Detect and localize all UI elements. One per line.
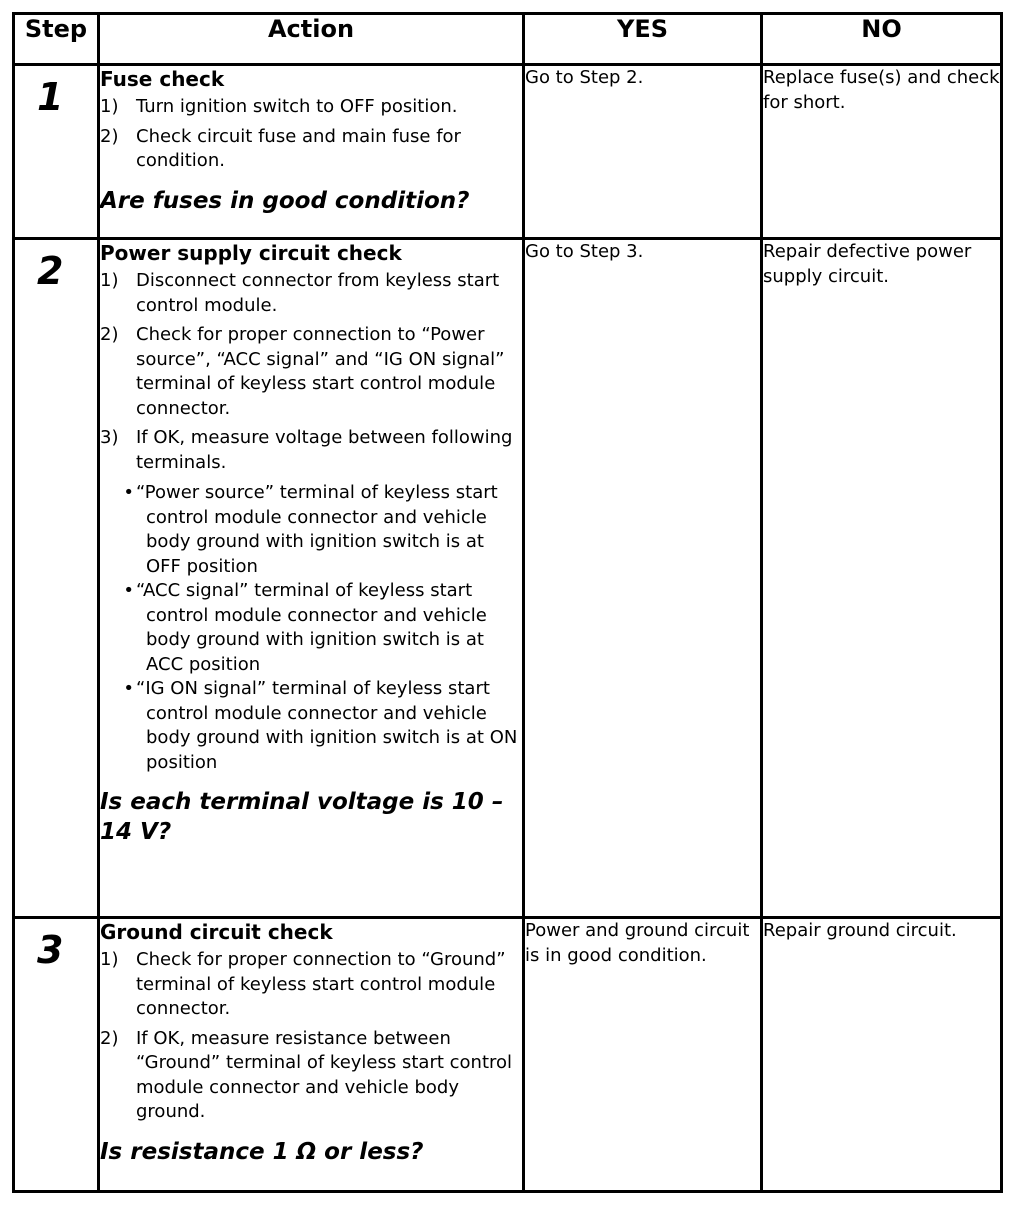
procedure-text: Check for proper connection to “Power source”, “ACC signal” and “IG ON signal” terminal of keyless start control module connector. <box>136 324 505 419</box>
procedure-number: 1) <box>100 96 119 117</box>
bullet-item <box>100 677 522 775</box>
procedure-text <box>123 426 522 775</box>
procedure-item <box>100 125 522 174</box>
yes-result: Go to Step 2. <box>524 65 762 239</box>
table-row <box>14 239 1002 918</box>
procedure-number: 3) <box>100 427 119 448</box>
no-result: Repair defective power supply circuit. <box>762 239 1002 918</box>
bullet-text: “ACC signal” terminal of keyless start control module connector and vehicle body ground with ignition switch is at ACC position <box>136 580 487 675</box>
table-row <box>14 65 1002 239</box>
procedure-text: Disconnect connector from keyless start control module. <box>136 270 500 316</box>
action-cell <box>99 918 524 1192</box>
no-result: Repair ground circuit. <box>762 918 1002 1192</box>
procedure-text: Check circuit fuse and main fuse for condition. <box>136 125 461 171</box>
check-question: Is resistance 1 Ω or less? <box>100 1138 424 1165</box>
bullet-text: “Power source” terminal of keyless start control module connector and vehicle body ground with ignition switch is at OFF position <box>136 482 498 577</box>
procedure-text-line: If OK, measure voltage between following terminals. <box>136 427 513 473</box>
step-cell <box>14 65 99 239</box>
yes-result: Go to Step 3. <box>524 239 762 918</box>
bullet-icon: • <box>123 482 134 503</box>
step-cell <box>14 239 99 918</box>
header-row <box>14 14 1002 65</box>
procedure-list <box>100 95 522 174</box>
procedure-number: 1) <box>100 949 119 970</box>
bullet-icon: • <box>123 678 134 699</box>
bullet-item <box>100 481 522 579</box>
header-step: Step <box>14 14 99 65</box>
step-cell <box>14 918 99 1192</box>
bullet-text: “IG ON signal” terminal of keyless start control module connector and vehicle body ground with ignition switch is at ON position <box>136 678 518 773</box>
check-question: Are fuses in good condition? <box>100 187 470 214</box>
procedure-number: 2) <box>100 1027 119 1049</box>
action-cell <box>99 239 524 918</box>
yes-result: Power and ground circuit is in good condition. <box>524 918 762 1192</box>
procedure-item <box>100 948 522 1022</box>
procedure-number: 2) <box>100 324 119 345</box>
procedure-number: 1) <box>100 270 119 291</box>
procedure-item <box>100 426 522 775</box>
action-title: Power supply circuit check <box>100 241 402 265</box>
action-title: Fuse check <box>100 67 225 91</box>
bullet-icon: • <box>123 580 134 601</box>
procedure-list <box>100 269 522 775</box>
step-number: 1 <box>37 75 64 119</box>
procedure-text: Turn ignition switch to OFF position. <box>136 96 458 117</box>
procedure-item <box>100 323 522 421</box>
step-number: 3 <box>37 928 64 972</box>
action-title: Ground circuit check <box>100 920 333 944</box>
table-row <box>14 918 1002 1192</box>
step-number: 2 <box>37 249 64 293</box>
header-yes: YES <box>524 14 762 65</box>
bullet-list <box>123 481 522 775</box>
procedure-number: 2) <box>100 125 119 147</box>
procedure-item <box>100 1027 522 1125</box>
procedure-item <box>100 95 522 120</box>
header-no: NO <box>762 14 1002 65</box>
action-cell <box>99 65 524 239</box>
procedure-text: Check for proper connection to “Ground” terminal of keyless start control module connector. <box>136 949 506 1019</box>
procedure-list <box>100 948 522 1125</box>
header-action: Action <box>99 14 524 65</box>
no-result: Replace fuse(s) and check for short. <box>762 65 1002 239</box>
diagnostic-table <box>12 12 1003 1193</box>
check-question: Is each terminal voltage is 10 – 14 V? <box>100 789 504 845</box>
bullet-item <box>100 579 522 677</box>
procedure-item <box>100 269 522 318</box>
procedure-text: If OK, measure resistance between “Ground” terminal of keyless start control module connector and vehicle body ground. <box>136 1027 513 1122</box>
